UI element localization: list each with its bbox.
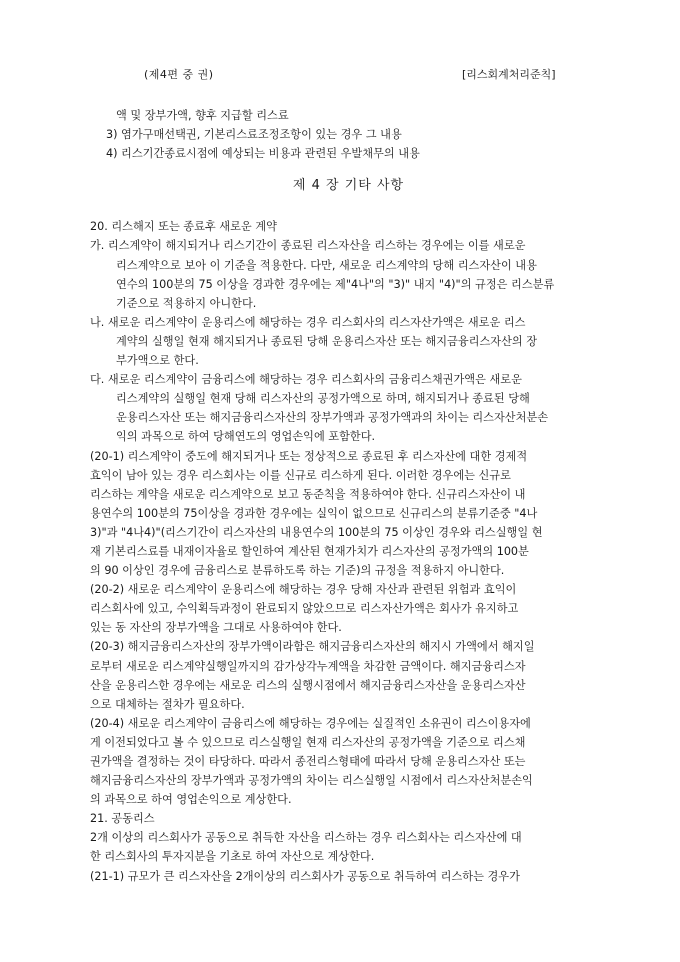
paragraph-line: 권가액을 결정하는 것이 타당하다. 따라서 종전리스형태에 따라서 당해 운용리스자산 또는 [90, 755, 526, 768]
paragraph-line: (20-3) 해지금융리스자산의 장부가액이라함은 해지금융리스자산의 해지시 가액에서 해지일 [90, 640, 535, 654]
paragraph-line: 재 기본리스료를 내재이자율로 할인하여 계산된 현재가치가 리스자산의 공정가액의 100분 [90, 544, 529, 558]
paragraph-line: 로부터 새로운 리스계약실행일까지의 감가상각누계액을 차감한 금액이다. 해지금융리스자 [90, 659, 526, 673]
paragraph-line: 나. 새로운 리스계약이 운용리스에 해당하는 경우 리스회사의 리스자산가액은 새로운 리스 [90, 315, 526, 329]
chapter-title: 제 4 장 기타 사항 [292, 178, 405, 194]
page-header-volume: (제4편 중 권) [144, 68, 214, 81]
paragraph-line: 있는 동 자산의 장부가액을 그대로 사용하여야 한다. [90, 621, 342, 635]
note-20-1 [90, 447, 595, 581]
paragraph-line: 효익이 남아 있는 경우 리스회사는 이를 신규로 리스하게 된다. 이러한 경우에는 신규로 [90, 468, 511, 482]
paragraph-line: 3)"과 "4나4)"(리스기간이 리스자산의 내용연수의 100분의 75 이상인 경우와 리스실행일 현 [90, 525, 543, 539]
section-20-heading: 20. 리스해지 또는 종료후 새로운 계약 [90, 220, 277, 234]
paragraph-line: 연수의 100분의 75 이상을 경과한 경우에는 제"4나"의 "3)" 내지 "4)"의 규정은 리스분류 [116, 277, 555, 291]
paragraph-line: 한 리스회사의 투자지분을 기초로 하여 자산으로 계상한다. [90, 850, 375, 864]
section-20-item-c [90, 370, 595, 446]
paragraph-line: 의 90 이상인 경우에 금융리스로 분류하도록 하는 기준)의 규정을 적용하지 아니한다. [90, 564, 505, 578]
page-header-title: [리스회계처리준칙] [462, 68, 556, 81]
note-21-1 [90, 867, 595, 886]
paragraph-line: 으로 대체하는 절차가 필요하다. [90, 697, 245, 711]
paragraph-line: 리스회사에 있고, 수익획득과정이 완료되지 않았으므로 리스자산가액은 회사가 유지하고 [90, 602, 519, 616]
paragraph-line: 가. 리스계약이 해지되거나 리스기간이 종료된 리스자산을 리스하는 경우에는 이를 새로운 [90, 239, 526, 253]
note-20-4 [90, 714, 595, 809]
paragraph-line: 리스계약으로 보아 이 기준을 적용한다. 다만, 새로운 리스계약의 당해 리스자산이 내용 [116, 258, 537, 272]
paragraph-line: (21-1) 규모가 큰 리스자산을 2개이상의 리스회사가 공동으로 취득하여 리스하는 경우가 [90, 869, 520, 883]
paragraph-line: (20-1) 리스계약이 중도에 해지되거나 또는 정상적으로 종료된 후 리스자산에 대한 경제적 [90, 449, 528, 463]
paragraph-line: 익의 과목으로 하여 당해연도의 영업손익에 포함한다. [116, 430, 376, 444]
section-20-item-a [90, 236, 595, 312]
paragraph-line: 용연수의 100분의 75이상을 경과한 경우에는 실익이 없으므로 신규리스의 분류기준중 "4나 [90, 506, 538, 520]
paragraph-line: 해지금융리스자산의 장부가액과 공정가액의 차이는 리스실행일 시점에서 리스자산처분손익 [90, 774, 533, 788]
paragraph-line: 부가액으로 한다. [116, 354, 199, 368]
section-21-heading: 21. 공동리스 [90, 812, 155, 826]
list-item-4: 4) 리스기간종료시점에 예상되는 비용과 관련된 우발채무의 내용 [106, 147, 420, 161]
paragraph-line: 리스하는 계약을 새로운 리스계약으로 보고 동준칙을 적용하여야 한다. 신규리스자산이 내 [90, 487, 526, 501]
paragraph-line: 게 이전되었다고 볼 수 있으므로 리스실행일 현재 리스자산의 공정가액을 기준으로 리스채 [90, 735, 526, 749]
paragraph-line: 2개 이상의 리스회사가 공동으로 취득한 자산을 리스하는 경우 리스회사는 리스자산에 대 [90, 831, 522, 845]
paragraph-line: 기준으로 적용하지 아니한다. [116, 296, 257, 310]
list-item-3: 3) 염가구매선택권, 기본리스료조정조항이 있는 경우 그 내용 [106, 128, 402, 142]
paragraph-line: (20-4) 새로운 리스계약이 금융리스에 해당하는 경우에는 실질적인 소유권이 리스이용자에 [90, 716, 531, 730]
continued-line: 액 및 장부가액, 향후 지급할 리스료 [116, 109, 289, 122]
note-20-2 [90, 580, 595, 637]
paragraph-line: 운용리스자산 또는 해지금융리스자산의 장부가액과 공정가액과의 차이는 리스자산처분손 [116, 411, 549, 425]
note-20-3 [90, 637, 595, 713]
paragraph-line: 산을 운용리스한 경우에는 새로운 리스의 실행시점에서 해지금융리스자산을 운용리스자산 [90, 678, 526, 692]
document-body [90, 106, 595, 886]
paragraph-line: 의 과목으로 하여 영업손익으로 계상한다. [90, 793, 292, 807]
paragraph-line: 계약의 실행일 현재 해지되거나 종료된 당해 운용리스자산 또는 해지금융리스자산의 장 [116, 334, 538, 348]
section-21-paragraph [90, 828, 595, 866]
paragraph-line: (20-2) 새로운 리스계약이 운용리스에 해당하는 경우 당해 자산과 관련된 위험과 효익이 [90, 583, 517, 597]
paragraph-line: 다. 새로운 리스계약이 금융리스에 해당하는 경우 리스회사의 금융리스채권가액은 새로운 [90, 373, 522, 387]
paragraph-line: 리스계약의 실행일 현재 당해 리스자산의 공정가액으로 하며, 해지되거나 종료된 당해 [116, 392, 530, 406]
section-20-item-b [90, 313, 595, 370]
